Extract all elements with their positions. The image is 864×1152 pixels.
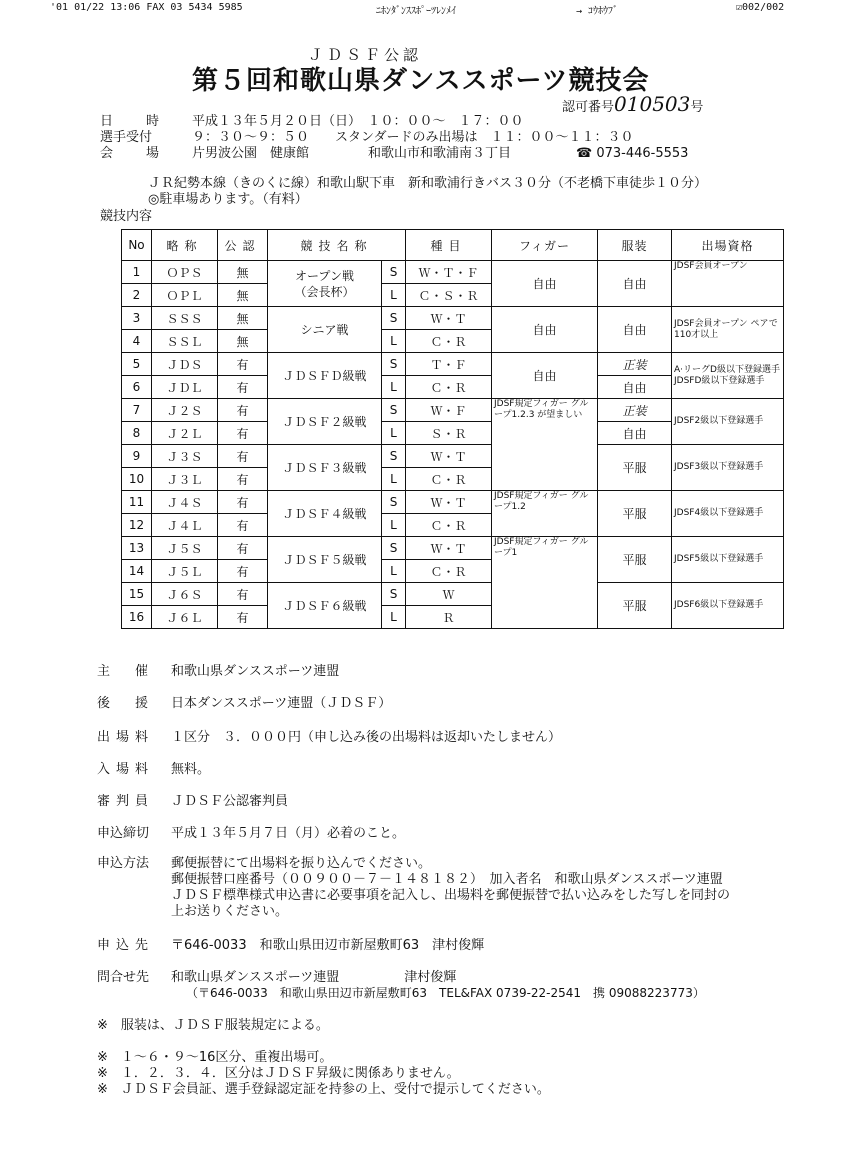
note-multiple: ※ １～６・９～16区分、重複出場可。 [97, 1050, 333, 1065]
cell-sl: S [382, 261, 406, 284]
cell-abbr: Ｊ４Ｌ [152, 514, 218, 537]
cell-abbr: Ｊ３Ｌ [152, 468, 218, 491]
cell-auth: 無 [218, 261, 268, 284]
cell-dress-handwritten: 正装 [598, 399, 672, 422]
note-grade: ※ １．２．３．４．区分はＪＤＳＦ昇級に関係ありません。 [97, 1066, 460, 1081]
cell-abbr: ＪＤＬ [152, 376, 218, 399]
fax-sender: ﾆﾎﾝﾀﾞﾝｽｽﾎﾟｰﾂﾚﾝﾒｲ [376, 6, 456, 17]
entry-row: 入場料 無料。 [97, 762, 211, 777]
cell-abbr: Ｊ６Ｓ [152, 583, 218, 606]
cell-sl: S [382, 537, 406, 560]
cell-dress: 自由 [598, 261, 672, 307]
cell-no: 6 [122, 376, 152, 399]
cell-comp-name: ＪＤＳＦ５級戦 [268, 537, 382, 583]
cell-dress: 平服 [598, 583, 672, 629]
page-title: 第５回和歌山県ダンススポーツ競技会 [192, 66, 650, 96]
cell-dress-handwritten: 正装 [598, 353, 672, 376]
table-row [122, 491, 784, 514]
cell-no: 4 [122, 330, 152, 353]
cell-no: 9 [122, 445, 152, 468]
cell-comp-name: ＪＤＳＦ６級戦 [268, 583, 382, 629]
apply-row: 申込先 〒646-0033 和歌山県田辺市新屋敷町63 津村俊輝 [97, 938, 485, 953]
table-row [122, 399, 784, 422]
cell-dance: Ｗ [406, 583, 492, 606]
cell-dress: 自由 [598, 307, 672, 353]
cell-qual: JDSF2級以下登録選手 [672, 399, 784, 445]
table-row [122, 537, 784, 560]
cell-no: 8 [122, 422, 152, 445]
header-no: No [122, 230, 152, 261]
note-id: ※ ＪＤＳＦ会員証、選手登録認定証を持参の上、受付で提示してください。 [97, 1082, 550, 1097]
cell-abbr: Ｊ６Ｌ [152, 606, 218, 629]
cell-dance: Ｗ・Ｔ [406, 307, 492, 330]
note-dress: ※ 服装は、ＪＤＳＦ服装規定による。 [97, 1018, 329, 1033]
reception-row: 選手受付 ９：３０～９：５０ スタンダードのみ出場は １１：００～１１：３０ [100, 130, 634, 145]
competition-table [121, 229, 784, 629]
cell-figure: JDSF規定フィガー グループ1.2.3 が望ましい [492, 399, 598, 491]
cell-auth: 有 [218, 353, 268, 376]
support-row: 後 援 日本ダンススポーツ連盟（ＪＤＳＦ） [97, 696, 392, 711]
cell-dance: Ｗ・Ｔ [406, 491, 492, 514]
fee-row: 出場料 １区分 ３．０００円（申し込み後の出場料は返却いたしません） [97, 730, 562, 745]
cell-sl: S [382, 445, 406, 468]
cell-sl: L [382, 376, 406, 399]
cell-no: 13 [122, 537, 152, 560]
cell-figure: JDSF規定フィガー グループ1.2 [492, 491, 598, 537]
cell-dress: 平服 [598, 491, 672, 537]
fax-recipient: → ｺｳﾎｳﾌﾞ [576, 6, 619, 17]
cell-qual: JDSF会員オープン [672, 261, 784, 307]
method-form: ＪＤＳＦ標準様式申込書に必要事項を記入し、出場料を郵便振替で払い込みをした写しを同封の [171, 888, 731, 903]
cell-dance: Ｃ・Ｒ [406, 330, 492, 353]
cell-figure: 自由 [492, 353, 598, 399]
cell-no: 7 [122, 399, 152, 422]
cell-abbr: ＯＰＬ [152, 284, 218, 307]
cell-comp-name: シニア戦 [268, 307, 382, 353]
cell-auth: 無 [218, 307, 268, 330]
cell-no: 14 [122, 560, 152, 583]
cell-auth: 有 [218, 399, 268, 422]
cell-no: 10 [122, 468, 152, 491]
cell-no: 12 [122, 514, 152, 537]
cell-sl: L [382, 606, 406, 629]
cell-abbr: Ｊ３Ｓ [152, 445, 218, 468]
cell-qual: A·リーグD級以下登録選手 JDSFD級以下登録選手 [672, 353, 784, 399]
access-info: ＪＲ紀勢本線（きのくに線）和歌山駅下車 新和歌浦行きバス３０分（不老橋下車徒歩１０分） [148, 176, 708, 191]
cell-comp-name: ＪＤＳＦＤ級戦 [268, 353, 382, 399]
cell-dance: Ｒ [406, 606, 492, 629]
fax-datetime: '01 01/22 13:06 FAX 03 5434 5985 [50, 2, 243, 13]
cell-figure: 自由 [492, 261, 598, 307]
cell-abbr: Ｊ５Ｓ [152, 537, 218, 560]
cell-no: 15 [122, 583, 152, 606]
cell-dance: Ｗ・Ｔ・Ｆ [406, 261, 492, 284]
cell-auth: 有 [218, 560, 268, 583]
cell-auth: 有 [218, 583, 268, 606]
cell-abbr: Ｊ２Ｓ [152, 399, 218, 422]
cell-no: 11 [122, 491, 152, 514]
cell-no: 16 [122, 606, 152, 629]
header-dance: 種目 [406, 230, 492, 261]
permit-number: 認可番号010503号 [562, 92, 704, 116]
cell-dance: Ｃ・Ｒ [406, 376, 492, 399]
cell-no: 1 [122, 261, 152, 284]
cell-sl: L [382, 422, 406, 445]
cell-auth: 有 [218, 468, 268, 491]
cell-auth: 無 [218, 284, 268, 307]
cell-sl: L [382, 284, 406, 307]
cell-sl: L [382, 468, 406, 491]
cell-figure: JDSF規定フィガー グループ1 [492, 537, 598, 629]
cell-auth: 無 [218, 330, 268, 353]
cell-sl: S [382, 491, 406, 514]
cell-dance: Ｃ・Ｒ [406, 468, 492, 491]
header-dress: 服装 [598, 230, 672, 261]
cell-comp-name: ＪＤＳＦ３級戦 [268, 445, 382, 491]
cell-abbr: ＪＤＳ [152, 353, 218, 376]
cell-abbr: Ｊ２Ｌ [152, 422, 218, 445]
header-qual: 出場資格 [672, 230, 784, 261]
cell-sl: S [382, 353, 406, 376]
cell-auth: 有 [218, 445, 268, 468]
contact-row: 問合せ先 和歌山県ダンススポーツ連盟 津村俊輝 [97, 970, 457, 985]
cell-sl: S [382, 399, 406, 422]
table-row [122, 445, 784, 468]
cell-dance: Ｗ・Ｔ [406, 445, 492, 468]
cell-dress: 平服 [598, 445, 672, 491]
cell-abbr: ＯＰＳ [152, 261, 218, 284]
cell-comp-name: ＪＤＳＦ２級戦 [268, 399, 382, 445]
cell-dance: Ｔ・Ｆ [406, 353, 492, 376]
cell-qual: JDSF3級以下登録選手 [672, 445, 784, 491]
cell-comp-name: オープン戦 （会長杯） [268, 261, 382, 307]
cell-abbr: ＳＳＬ [152, 330, 218, 353]
cell-qual: JDSF6級以下登録選手 [672, 583, 784, 629]
cell-dress: 平服 [598, 537, 672, 583]
cell-no: 3 [122, 307, 152, 330]
cell-figure: 自由 [492, 307, 598, 353]
header-auth: 公認 [218, 230, 268, 261]
fax-page: ☑002/002 [736, 2, 785, 13]
cell-qual: JDSF4級以下登録選手 [672, 491, 784, 537]
contents-label: 競技内容 [100, 209, 153, 224]
cell-dance: Ｗ・Ｔ [406, 537, 492, 560]
cell-auth: 有 [218, 606, 268, 629]
deadline-row: 申込締切 平成１３年５月７日（月）必着のこと。 [97, 826, 406, 841]
header-abbr: 略称 [152, 230, 218, 261]
cell-auth: 有 [218, 537, 268, 560]
cell-auth: 有 [218, 491, 268, 514]
cell-qual: JDSF会員オープン ペアで110才以上 [672, 307, 784, 353]
method-account: 郵便振替口座番号（００９００－７－１４８１８２） 加入者名 和歌山県ダンススポーツ連盟 [171, 872, 723, 887]
cell-dance: Ｓ・Ｒ [406, 422, 492, 445]
table-row [122, 261, 784, 284]
header-figure: フィガー [492, 230, 598, 261]
cell-dance: Ｗ・Ｆ [406, 399, 492, 422]
cell-no: 5 [122, 353, 152, 376]
subtitle: ＪＤＳＦ公認 [308, 46, 423, 64]
cell-qual: JDSF5級以下登録選手 [672, 537, 784, 583]
cell-dance: Ｃ・Ｒ [406, 514, 492, 537]
organizer-row: 主 催 和歌山県ダンススポーツ連盟 [97, 664, 340, 679]
date-row: 日 時 平成１３年５月２０日（日） １０：００～ １７：００ [100, 114, 524, 129]
header-name: 競技名称 [268, 230, 406, 261]
table-row [122, 353, 784, 376]
method-send: 上お送りください。 [171, 904, 289, 919]
cell-sl: L [382, 330, 406, 353]
cell-no: 2 [122, 284, 152, 307]
cell-abbr: Ｊ４Ｓ [152, 491, 218, 514]
cell-abbr: ＳＳＳ [152, 307, 218, 330]
method-row: 申込方法 郵便振替にて出場料を振り込んでください。 [97, 856, 432, 871]
venue-row: 会 場 片男波公園 健康館 和歌山市和歌浦南３丁目 ☎ 073-446-5553 [100, 146, 689, 161]
table-row [122, 583, 784, 606]
cell-sl: S [382, 583, 406, 606]
cell-dance: Ｃ・Ｓ・Ｒ [406, 284, 492, 307]
cell-auth: 有 [218, 514, 268, 537]
cell-sl: S [382, 307, 406, 330]
cell-sl: L [382, 514, 406, 537]
cell-dance: Ｃ・Ｒ [406, 560, 492, 583]
contact-address: （〒646-0033 和歌山県田辺市新屋敷町63 TEL&FAX 0739-22-2541 携 09088223773） [186, 986, 705, 1000]
parking-info: ◎駐車場あります。（有料） [148, 192, 308, 207]
table-row [122, 307, 784, 330]
cell-dress: 自由 [598, 376, 672, 399]
cell-dress: 自由 [598, 422, 672, 445]
cell-abbr: Ｊ５Ｌ [152, 560, 218, 583]
table-header-row [122, 230, 784, 261]
cell-auth: 有 [218, 376, 268, 399]
judge-row: 審判員 ＪＤＳＦ公認審判員 [97, 794, 289, 809]
cell-sl: L [382, 560, 406, 583]
cell-auth: 有 [218, 422, 268, 445]
cell-comp-name: ＪＤＳＦ４級戦 [268, 491, 382, 537]
